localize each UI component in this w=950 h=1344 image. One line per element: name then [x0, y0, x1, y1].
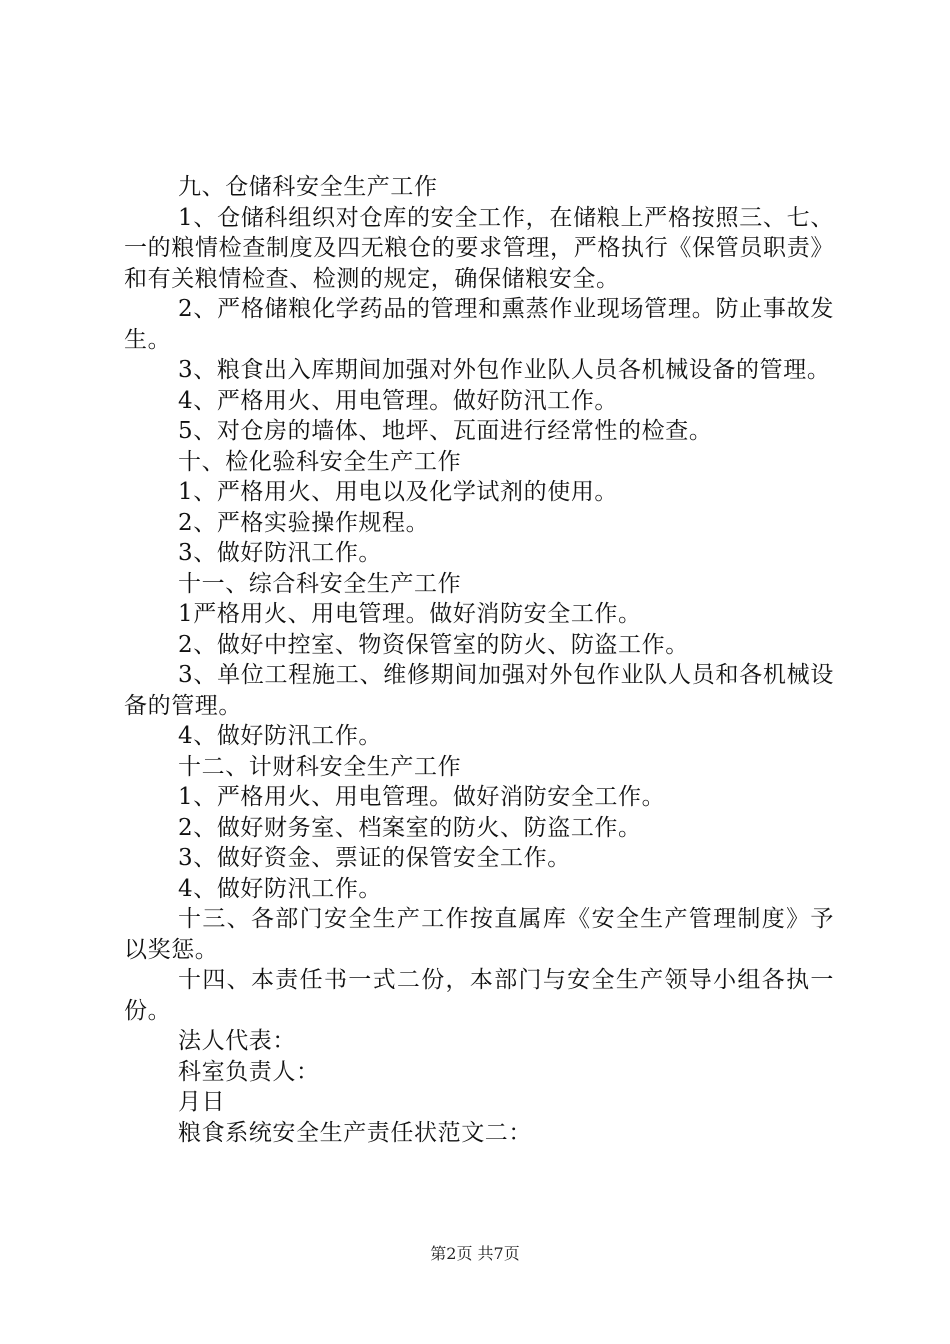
signature-department-head: 科室负责人： — [178, 1058, 320, 1085]
section-heading-14: 十四、本责任书一式二份，本部门与安全生产领导小组各执一份。 — [124, 967, 834, 1024]
section-heading-9: 九、仓储科安全生产工作 — [178, 174, 438, 200]
paragraph: 1、严格用火、用电以及化学试剂的使用。 — [178, 479, 619, 505]
paragraph: 5、对仓房的墙体、地坪、瓦面进行经常性的检查。 — [178, 418, 713, 444]
section-heading-13: 十三、各部门安全生产工作按直属库《安全生产管理制度》予以奖惩。 — [124, 906, 834, 963]
next-document-title: 粮食系统安全生产责任状范文二： — [178, 1119, 532, 1146]
paragraph: 1、仓储科组织对仓库的安全工作，在储粮上严格按照三、七、一的粮情检查制度及四无粮仓的要求管理，严格执行《保管员职责》和有关粮情检查、检测的规定，确保储粮安全。 — [124, 204, 834, 292]
page-number-label: 第2页 共7页 — [430, 1244, 520, 1263]
paragraph: 2、严格实验操作规程。 — [178, 509, 430, 536]
paragraph: 1、严格用火、用电管理。做好消防安全工作。 — [178, 784, 666, 810]
paragraph: 3、做好防汛工作。 — [178, 540, 383, 566]
paragraph: 2、做好中控室、物资保管室的防火、防盗工作。 — [178, 631, 689, 658]
paragraph: 2、做好财务室、档案室的防火、防盗工作。 — [178, 814, 642, 841]
document-body — [124, 172, 834, 1148]
paragraph: 4、做好防汛工作。 — [178, 875, 383, 902]
paragraph: 3、粮食出入库期间加强对外包作业队人员各机械设备的管理。 — [178, 357, 831, 383]
paragraph: 3、做好资金、票证的保管安全工作。 — [178, 845, 571, 871]
paragraph: 1严格用火、用电管理。做好消防安全工作。 — [178, 601, 642, 627]
paragraph: 4、严格用火、用电管理。做好防汛工作。 — [178, 387, 619, 414]
section-heading-11: 十一、综合科安全生产工作 — [178, 570, 462, 597]
signature-date: 月日 — [178, 1089, 226, 1115]
paragraph: 2、严格储粮化学药品的管理和熏蒸作业现场管理。防止事故发生。 — [124, 296, 834, 353]
page-footer — [0, 1244, 950, 1264]
signature-legal-representative: 法人代表： — [178, 1028, 296, 1054]
section-heading-10: 十、检化验科安全生产工作 — [178, 448, 462, 475]
section-heading-12: 十二、计财科安全生产工作 — [178, 753, 462, 780]
paragraph: 4、做好防汛工作。 — [178, 723, 383, 749]
paragraph: 3、单位工程施工、维修期间加强对外包作业队人员和各机械设备的管理。 — [124, 662, 834, 719]
